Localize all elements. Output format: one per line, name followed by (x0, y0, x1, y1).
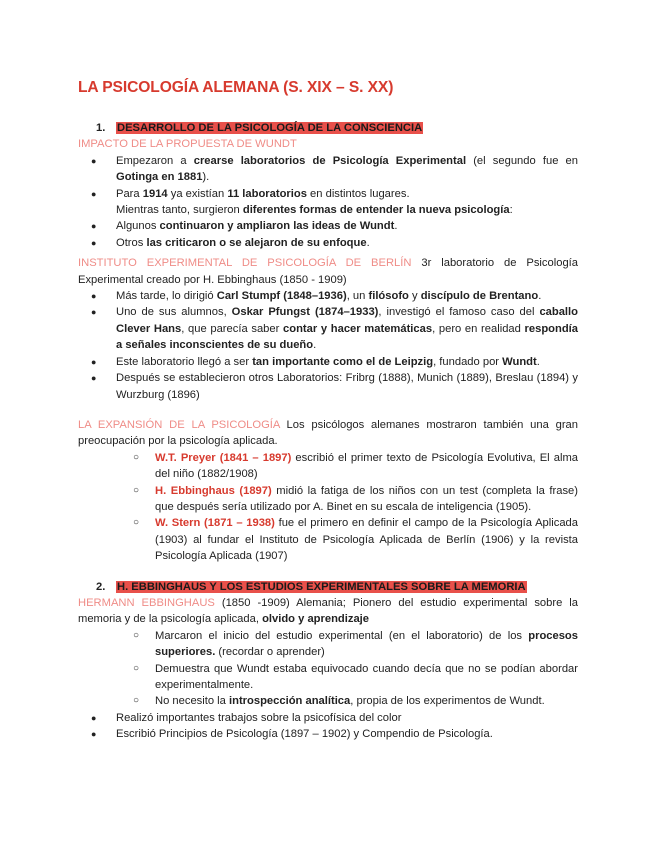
list-item: ● Más tarde, lo dirigió Carl Stumpf (1848–1936), un filósofo y discípulo de Brentano. (78, 288, 578, 304)
list-item: ● Para 1914 ya existían 11 laboratorios en distintos lugares. Mientras tanto, surgieron diferentes formas de entender la nueva psicología: (78, 186, 578, 219)
list-item: ● Algunos continuaron y ampliaron las ideas de Wundt. (78, 218, 578, 234)
subheading-expansion: LA EXPANSIÓN DE LA PSICOLOGÍA (78, 418, 280, 431)
subheading-ebbinghaus: HERMANN EBBINGHAUS (78, 596, 215, 609)
subheading-berlin: INSTITUTO EXPERIMENTAL DE PSICOLOGÍA DE BERLÍN (78, 257, 412, 270)
section-number: 2. (96, 580, 106, 593)
paragraph-expansion: LA EXPANSIÓN DE LA PSICOLOGÍA Los psicólogos alemanes mostraron también una gran preocupación por la psicología aplicada. (78, 418, 578, 448)
document-page (78, 78, 578, 743)
section-1-heading (78, 120, 578, 136)
list-item: ○ H. Ebbinghaus (1897) midió la fatiga de los niños con un test (completa la frase) que después sería utilizado por A. Binet en su escala de inteligencia (1905). (78, 483, 578, 516)
paragraph-berlin: INSTITUTO EXPERIMENTAL DE PSICOLOGÍA DE BERLÍN 3r laboratorio de Psicología Experimental creado por H. Ebbinghaus (1850 - 1909) (78, 257, 578, 286)
bullet-list-impacto (78, 153, 578, 251)
bullet-list-berlin (78, 288, 578, 403)
list-item: ● Después se establecieron otros Laboratorios: Fribrg (1888), Munich (1889), Breslau (1894) y Wurzburg (1896) (78, 370, 578, 403)
section-heading-text: DESARROLLO DE LA PSICOLOGÍA DE LA CONSCIENCIA (117, 122, 423, 134)
bullet-list-ebbinghaus (78, 710, 578, 743)
list-item: ○ Marcaron el inicio del estudio experimental (en el laboratorio) de los procesos superiores. (recordar o aprender) (78, 628, 578, 661)
section-heading-text: H. EBBINGHAUS Y LOS ESTUDIOS EXPERIMENTALES SOBRE LA MEMORIA (117, 580, 526, 593)
circle-list-expansion (78, 450, 578, 565)
page-title: LA PSICOLOGÍA ALEMANA (S. XIX – S. XX) (78, 79, 394, 96)
list-item: ● Realizó importantes trabajos sobre la psicofísica del color (78, 710, 578, 726)
circle-list-ebbinghaus (78, 628, 578, 710)
list-item: ○ W.T. Preyer (1841 – 1897) escribió el primer texto de Psicología Evolutiva, El alma del niño (1882/1908) (78, 450, 578, 483)
list-item: ○ Demuestra que Wundt estaba equivocado cuando decía que no se podían abordar experimentalmente. (78, 661, 578, 694)
section-2-heading (78, 579, 578, 595)
list-item: ○ No necesito la introspección analítica, propia de los experimentos de Wundt. (78, 693, 578, 709)
list-item: ● Este laboratorio llegó a ser tan importante como el de Leipzig, fundado por Wundt. (78, 354, 578, 370)
list-item: ● Escribió Principios de Psicología (1897 – 1902) y Compendio de Psicología. (78, 726, 578, 742)
subheading-impacto: IMPACTO DE LA PROPUESTA DE WUNDT (78, 138, 297, 151)
list-item: ● Uno de sus alumnos, Oskar Pfungst (1874–1933), investigó el famoso caso del caballo Clever Hans, que parecía saber contar y hacer matemáticas, pero en realidad respondía a señales inconscientes de su dueño. (78, 304, 578, 353)
paragraph-ebbinghaus: HERMANN EBBINGHAUS (1850 -1909) Alemania; Pionero del estudio experimental sobre la memoria y de la psicología aplicada, olvido y aprendizaje (78, 596, 578, 626)
list-item: ● Otros las criticaron o se alejaron de su enfoque. (78, 235, 578, 251)
section-number: 1. (96, 122, 106, 134)
list-item: ○ W. Stern (1871 – 1938) fue el primero en definir el campo de la Psicología Aplicada (1903) al fundar el Instituto de Psicología Aplicada de Berlín (1906) y la revista Psicología Aplicada (1907) (78, 515, 578, 564)
list-item: ● Empezaron a crearse laboratorios de Psicología Experimental (el segundo fue en Gotinga en 1881). (78, 153, 578, 186)
